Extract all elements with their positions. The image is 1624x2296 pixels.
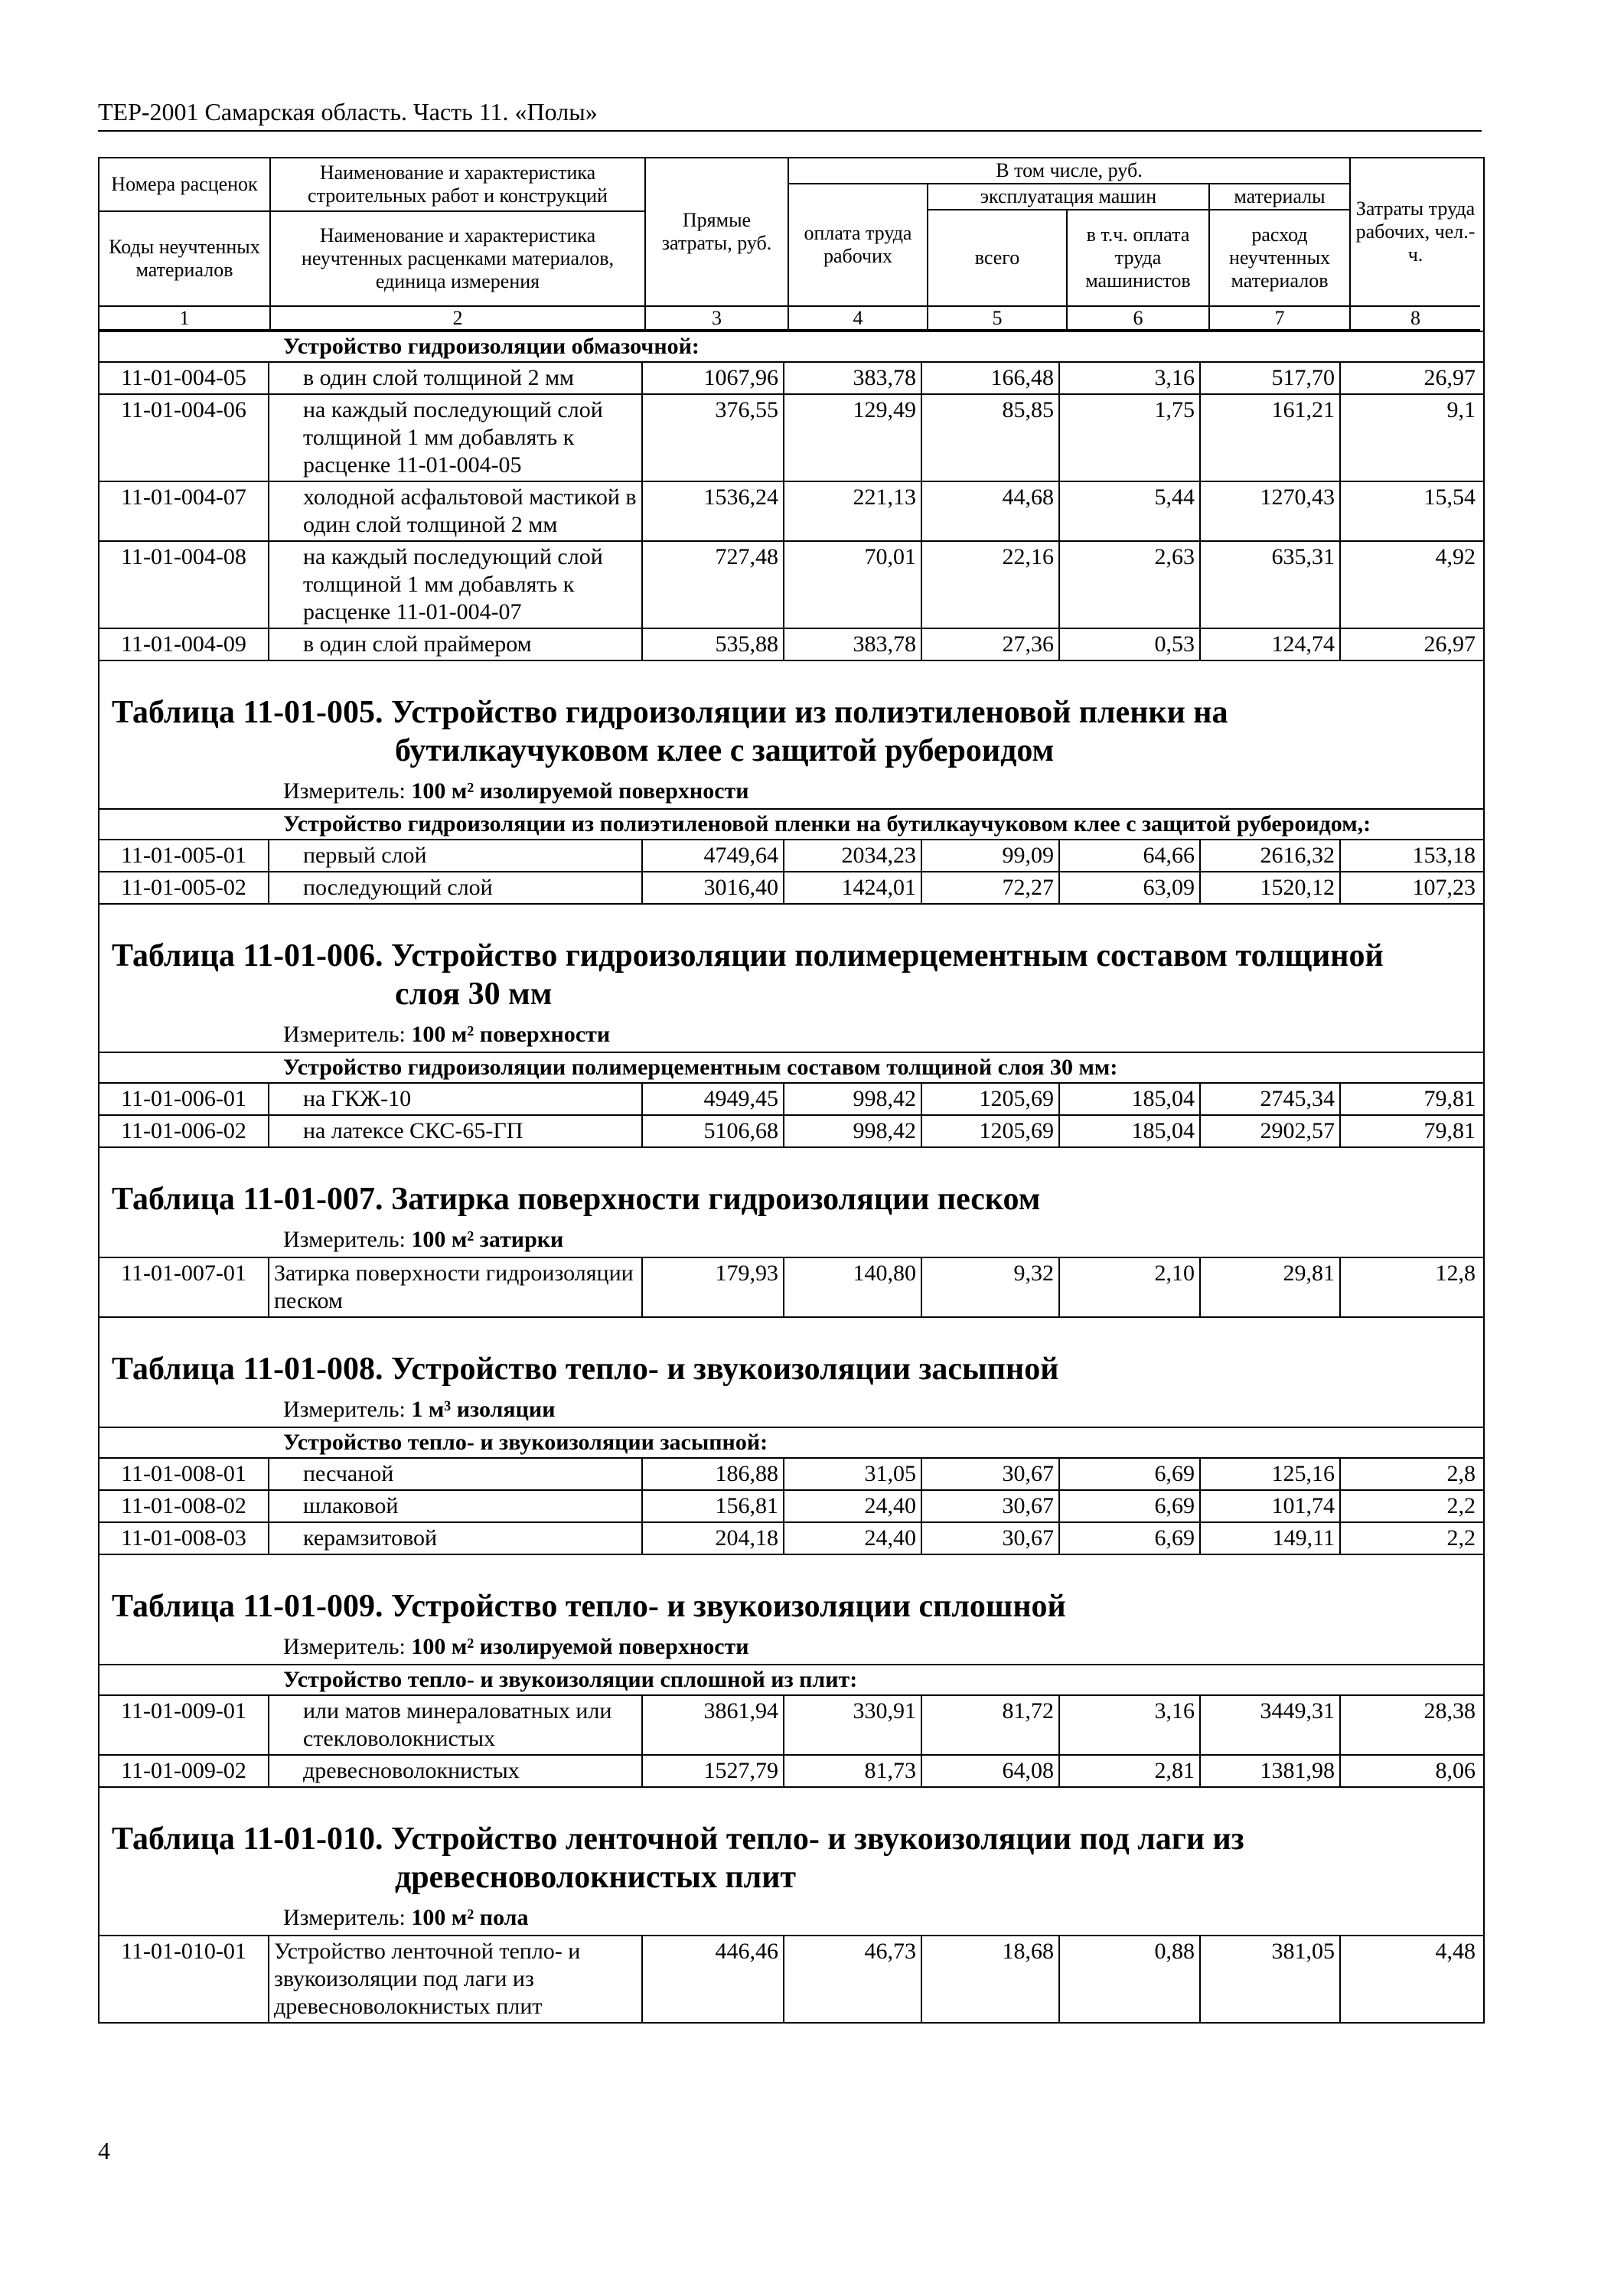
value-col-7: 3449,31 [1201,1696,1341,1754]
value-col-6: 2,10 [1060,1258,1201,1316]
value-col-8: 2,2 [1446,1493,1476,1518]
value-col-3: 204,18 [643,1523,784,1554]
table-title-line1: Таблица 11-01-010. Устройство ленточной тепло- и звукоизоляции под лаги из [112,1821,1244,1857]
header-col2-works: Наименование и характеристика строительных работ и конструкций [271,158,646,212]
value-col-3: 535,88 [643,629,784,660]
section-heading: Устройство тепло- и звукоизоляции засыпной: [99,1427,1483,1457]
rate-name: шлаковой [269,1491,643,1521]
table-title-line1: Таблица 11-01-007. Затирка поверхности гидроизоляции песком [112,1182,1041,1217]
rate-name: Затирка поверхности гидроизоляции песком [269,1258,643,1316]
rate-code: 11-01-008-01 [99,1459,269,1489]
rate-code: 11-01-004-07 [99,482,269,540]
value-col-4: 24,40 [784,1523,922,1554]
value-col-6: 64,66 [1060,840,1201,871]
rate-name: в один слой праймером [269,629,643,660]
table-row [99,540,1483,628]
value-col-8: 12,8 [1435,1261,1476,1286]
page-number: 4 [98,2137,110,2164]
value-col-8: 26,97 [1423,631,1476,657]
rates-table [98,157,1485,2024]
rate-code: 11-01-005-01 [99,840,269,871]
value-col-4: 129,49 [784,395,922,481]
value-col-6: 0,88 [1060,1936,1201,2022]
value-col-3: 376,55 [643,395,784,481]
value-col-3: 156,81 [643,1491,784,1521]
table-row [99,1935,1483,2022]
value-col-8: 8,06 [1435,1758,1476,1783]
value-col-7: 635,31 [1201,542,1341,628]
measure-unit [99,1223,1483,1257]
value-col-8: 2,8 [1446,1461,1476,1486]
value-col-5: 81,72 [922,1696,1060,1754]
value-col-8: 9,1 [1446,397,1476,422]
rate-name: холодной асфальтовой мастикой в один слой толщиной 2 мм [269,482,643,540]
rate-name: Устройство ленточной тепло- и звукоизоляции под лаги из древесноволокнистых плит [269,1936,643,2022]
value-col-3: 1527,79 [643,1756,784,1786]
value-col-4: 330,91 [784,1696,922,1754]
value-col-6: 6,69 [1060,1523,1201,1554]
value-col-3: 179,93 [643,1258,784,1316]
rate-code: 11-01-004-05 [99,363,269,393]
table-row [99,1489,1483,1521]
value-col-4: 1424,01 [784,872,922,903]
value-col-5: 72,27 [922,872,1060,903]
value-col-4: 70,01 [784,542,922,628]
table-title [99,1554,1483,1630]
value-col-7: 381,05 [1201,1936,1341,2022]
table-title-line1: Таблица 11-01-006. Устройство гидроизоляции полимерцементным составом толщиной [112,938,1384,974]
table-header [99,157,1483,331]
table-row [99,1694,1483,1754]
rate-name: древесноволокнистых [269,1756,643,1786]
table-row [99,871,1483,903]
value-col-7: 29,81 [1201,1258,1341,1316]
value-col-3: 3861,94 [643,1696,784,1754]
table-row [99,628,1483,660]
value-col-5: 166,48 [922,363,1060,393]
value-col-6: 2,81 [1060,1756,1201,1786]
table-title-line1: Таблица 11-01-005. Устройство гидроизоляции из полиэтиленовой пленки на [112,695,1228,730]
value-col-3: 4749,64 [643,840,784,871]
value-col-5: 85,85 [922,395,1060,481]
measure-label: Измеритель: [283,1022,406,1047]
value-col-6: 0,53 [1060,629,1201,660]
measure-value: 100 м² затирки [411,1227,564,1252]
rate-name: на ГКЖ-10 [269,1084,643,1114]
header-col5-total: всего [928,210,1068,307]
table-title [99,1146,1483,1223]
value-col-7: 1270,43 [1201,482,1341,540]
value-col-4: 998,42 [784,1116,922,1146]
value-col-5: 1205,69 [922,1116,1060,1146]
value-col-7: 124,74 [1201,629,1341,660]
table-title-line1: Таблица 11-01-008. Устройство тепло- и звукоизоляции засыпной [112,1352,1059,1387]
header-machines: эксплуатация машин [928,184,1210,210]
value-col-3: 1067,96 [643,363,784,393]
value-col-8: 153,18 [1412,843,1476,868]
value-col-7: 149,11 [1201,1523,1341,1554]
rate-code: 11-01-008-03 [99,1523,269,1554]
value-col-4: 81,73 [784,1756,922,1786]
value-col-8: 4,48 [1435,1939,1476,1964]
value-col-4: 140,80 [784,1258,922,1316]
table-row [99,481,1483,540]
measure-value: 1 м³ изоляции [411,1397,556,1422]
value-col-6: 5,44 [1060,482,1201,540]
value-col-5: 1205,69 [922,1084,1060,1114]
measure-unit [99,1393,1483,1427]
header-col6-machinists: в т.ч. оплата труда машинистов [1068,210,1210,307]
header-col3-direct-costs: Прямые затраты, руб. [646,158,789,307]
value-col-6: 6,69 [1060,1459,1201,1489]
rate-name: на каждый последующий слой толщиной 1 мм добавлять к расценке 11-01-004-05 [269,395,643,481]
value-col-8: 79,81 [1423,1118,1476,1143]
value-col-6: 3,16 [1060,1696,1201,1754]
value-col-3: 5106,68 [643,1116,784,1146]
value-col-5: 99,09 [922,840,1060,871]
value-col-7: 2616,32 [1201,840,1341,871]
section-heading: Устройство тепло- и звукоизоляции сплошной из плит: [99,1664,1483,1694]
value-col-6: 6,69 [1060,1491,1201,1521]
rate-name: керамзитовой [269,1523,643,1554]
value-col-4: 383,78 [784,363,922,393]
table-title-line2: древесноволокнистых плит [395,1860,797,1895]
value-col-4: 998,42 [784,1084,922,1114]
value-col-6: 185,04 [1060,1116,1201,1146]
table-row [99,1521,1483,1554]
value-col-6: 2,63 [1060,542,1201,628]
section-heading: Устройство гидроизоляции обмазочной: [99,331,1483,361]
measure-unit [99,1018,1483,1052]
value-col-4: 2034,23 [784,840,922,871]
table-title-line1: Таблица 11-01-009. Устройство тепло- и звукоизоляции сплошной [112,1589,1066,1624]
rate-code: 11-01-004-09 [99,629,269,660]
value-col-5: 27,36 [922,629,1060,660]
header-materials: материалы [1210,184,1351,210]
value-col-8: 26,97 [1423,365,1476,390]
header-col4-labor: оплата труда рабочих [789,184,928,307]
value-col-4: 31,05 [784,1459,922,1489]
rate-code: 11-01-008-02 [99,1491,269,1521]
value-col-5: 44,68 [922,482,1060,540]
value-col-7: 2745,34 [1201,1084,1341,1114]
header-num-1: 1 [99,307,271,331]
value-col-6: 1,75 [1060,395,1201,481]
rate-name: последующий слой [269,872,643,903]
measure-unit [99,1630,1483,1664]
rate-code: 11-01-006-02 [99,1116,269,1146]
value-col-3: 727,48 [643,542,784,628]
header-col1-codes: Коды неучтенных материалов [99,212,271,307]
table-row [99,393,1483,481]
rate-code: 11-01-005-02 [99,872,269,903]
table-title [99,660,1483,775]
header-num-8: 8 [1351,307,1480,331]
rate-name: песчаной [269,1459,643,1489]
header-incl: В том числе, руб. [789,158,1351,184]
value-col-7: 1520,12 [1201,872,1341,903]
value-col-3: 186,88 [643,1459,784,1489]
table-row [99,1082,1483,1114]
rate-code: 11-01-004-08 [99,542,269,628]
measure-value: 100 м² поверхности [411,1022,611,1047]
rate-name: на каждый последующий слой толщиной 1 мм добавлять к расценке 11-01-004-07 [269,542,643,628]
rate-name: в один слой толщиной 2 мм [269,363,643,393]
value-col-8: 79,81 [1423,1086,1476,1111]
value-col-8: 107,23 [1412,875,1476,900]
table-title [99,1316,1483,1393]
value-col-3: 1536,24 [643,482,784,540]
rate-code: 11-01-009-01 [99,1696,269,1754]
value-col-3: 446,46 [643,1936,784,2022]
header-num-7: 7 [1210,307,1351,331]
value-col-4: 221,13 [784,482,922,540]
table-title [99,1786,1483,1901]
value-col-4: 24,40 [784,1491,922,1521]
measure-label: Измеритель: [283,1905,406,1930]
header-col7-unaccounted: расход неучтенных материалов [1210,210,1351,307]
table-row [99,1754,1483,1786]
rate-name: или матов минераловатных или стекловолокнистых [269,1696,643,1754]
value-col-4: 46,73 [784,1936,922,2022]
header-num-3: 3 [646,307,789,331]
value-col-5: 22,16 [922,542,1060,628]
table-body [99,331,1483,2022]
rate-name: на латексе СКС-65-ГП [269,1116,643,1146]
measure-label: Измеритель: [283,1634,406,1659]
value-col-6: 3,16 [1060,363,1201,393]
header-num-4: 4 [789,307,928,331]
value-col-6: 185,04 [1060,1084,1201,1114]
page-header [98,95,1482,132]
rate-name: первый слой [269,840,643,871]
value-col-3: 3016,40 [643,872,784,903]
header-col8-labor-hours: Затраты труда рабочих, чел.-ч. [1351,158,1480,307]
header-col1-rates: Номера расценок [99,158,271,212]
value-col-5: 9,32 [922,1258,1060,1316]
value-col-8: 4,92 [1435,544,1476,569]
value-col-4: 383,78 [784,629,922,660]
table-row [99,1257,1483,1316]
value-col-8: 15,54 [1423,484,1476,510]
value-col-5: 30,67 [922,1491,1060,1521]
measure-value: 100 м² изолируемой поверхности [411,1634,749,1659]
value-col-7: 517,70 [1201,363,1341,393]
header-num-2: 2 [271,307,646,331]
header-title: ТЕР-2001 Самарская область. Часть 11. «Полы» [98,98,598,126]
measure-value: 100 м² пола [411,1905,529,1930]
table-title-line2: слоя 30 мм [395,977,553,1012]
section-heading: Устройство гидроизоляции из полиэтиленовой пленки на бутилкаучуковом клее с защитой рубероидом,: [99,808,1483,839]
value-col-6: 63,09 [1060,872,1201,903]
measure-unit [99,1901,1483,1935]
measure-unit [99,775,1483,808]
value-col-8: 28,38 [1423,1698,1476,1724]
value-col-8: 2,2 [1446,1525,1476,1551]
measure-label: Измеритель: [283,1227,406,1252]
measure-label: Измеритель: [283,778,406,804]
rate-code: 11-01-009-02 [99,1756,269,1786]
header-col2-materials: Наименование и характеристика неучтенных расценками материалов, единица измерения [271,212,646,307]
value-col-3: 4949,45 [643,1084,784,1114]
header-num-5: 5 [928,307,1068,331]
measure-value: 100 м² изолируемой поверхности [411,778,749,804]
value-col-5: 64,08 [922,1756,1060,1786]
measure-label: Измеритель: [283,1397,406,1422]
table-row [99,1457,1483,1489]
header-num-6: 6 [1068,307,1210,331]
value-col-5: 30,67 [922,1459,1060,1489]
rate-code: 11-01-004-06 [99,395,269,481]
value-col-7: 1381,98 [1201,1756,1341,1786]
table-row [99,839,1483,871]
value-col-7: 161,21 [1201,395,1341,481]
table-row [99,361,1483,393]
rate-code: 11-01-007-01 [99,1258,269,1316]
value-col-7: 101,74 [1201,1491,1341,1521]
value-col-5: 30,67 [922,1523,1060,1554]
value-col-7: 2902,57 [1201,1116,1341,1146]
table-title-line2: бутилкаучуковом клее с защитой рубероидом [395,733,1055,768]
table-row [99,1114,1483,1146]
rate-code: 11-01-006-01 [99,1084,269,1114]
section-heading: Устройство гидроизоляции полимерцементным составом толщиной слоя 30 мм: [99,1052,1483,1082]
value-col-5: 18,68 [922,1936,1060,2022]
table-title [99,903,1483,1018]
rate-code: 11-01-010-01 [99,1936,269,2022]
value-col-7: 125,16 [1201,1459,1341,1489]
